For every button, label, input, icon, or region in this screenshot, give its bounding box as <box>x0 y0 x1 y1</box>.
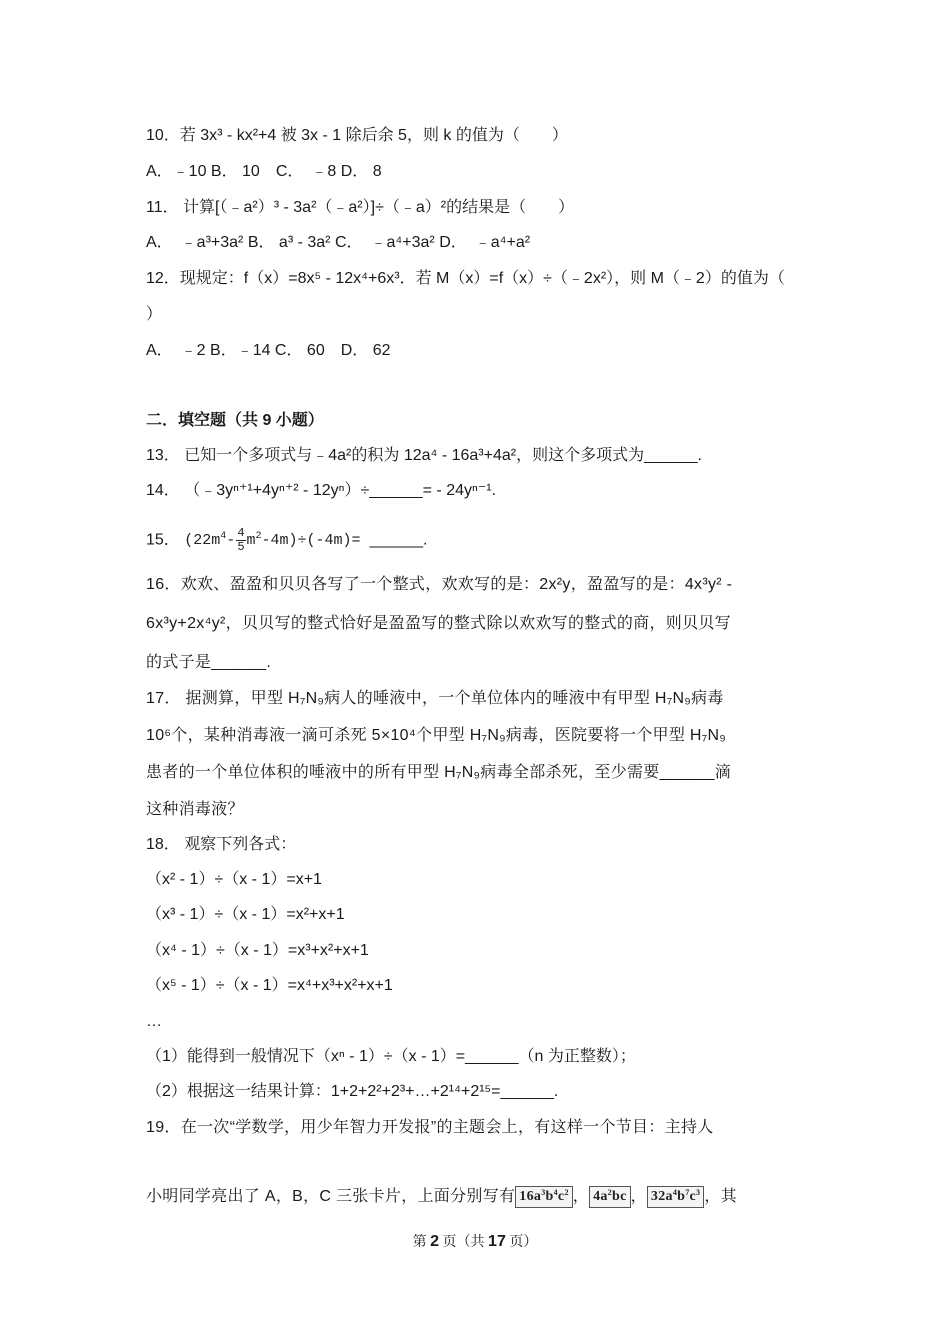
q10-stem: 10．若 3x³ - kx²+4 被 3x - 1 除后余 5，则 k 的值为（ ） <box>146 127 568 144</box>
q18-ellipsis: … <box>146 1013 162 1030</box>
q18-part-2: （2）根据这一结果计算：1+2+2²+2³+…+2¹⁴+2¹⁵=______. <box>146 1083 559 1100</box>
q13-text: 13． 已知一个多项式与﹣4a²的积为 12a⁴ - 16a³+4a²，则这个多项式为______. <box>146 447 702 464</box>
q17-line2: 10⁶个，某种消毒液一滴可杀死 5×10⁴个甲型 H₇N₉病毒，医院要将一个甲型 H₇N₉ <box>146 727 727 744</box>
q15-blank: ______ <box>369 531 423 549</box>
q15-expression: ($22m^4-$ $\frac{4}{5}$ $m^2-4m)\div(-4m)=$ <box>184 526 361 554</box>
q10-options: A．﹣10 B． 10 C． ﹣8 D． 8 <box>146 163 382 180</box>
q11-stem: 11． 计算[（﹣a²）³ - 3a²（﹣a²）]÷（﹣a）²的结果是（ ） <box>146 199 575 216</box>
q11-options: A． ﹣a³+3a² B． a³ - 3a² C． ﹣a⁴+3a² D． ﹣a⁴+a² <box>146 234 531 251</box>
q15-number: 15． <box>146 531 180 549</box>
q18-equation-2: （x³ - 1）÷（x - 1）=x²+x+1 <box>146 906 345 923</box>
q18-part-1: （1）能得到一般情况下（xⁿ - 1）÷（x - 1）=______（n 为正整数）； <box>146 1048 636 1065</box>
q14-text: 14． （﹣3yⁿ⁺¹+4yⁿ⁺² - 12yⁿ）÷______= - 24yⁿ⁻¹. <box>146 482 497 499</box>
card-a: $16a^3b^4c^2$ <box>515 1186 572 1208</box>
q18-equation-1: （x² - 1）÷（x - 1）=x+1 <box>146 871 322 888</box>
q18-equation-4: （x⁵ - 1）÷（x - 1）=x⁴+x³+x²+x+1 <box>146 977 393 994</box>
page-number: 2 <box>430 1233 440 1250</box>
q18-stem: 18． 观察下列各式： <box>146 836 297 853</box>
q16-line3: 的式子是______. <box>146 654 272 671</box>
q17-line3: 患者的一个单位体积的唾液中的所有甲型 H₇N₉病毒全部杀死，至少需要______滴 <box>146 764 732 781</box>
q12-stem: 12．现规定：f（x）=8x⁵ - 12x⁴+6x³．若 M（x）=f（x）÷（﹣2x²），则 M（﹣2）的值为（ <box>146 270 785 287</box>
section-heading: 二．填空题（共 9 小题） <box>146 412 324 429</box>
card-b: $4a^2bc$ <box>589 1186 631 1208</box>
q12-stem-continued: ） <box>146 306 163 323</box>
q17-line4: 这种消毒液？ <box>146 801 244 818</box>
page-total: 17 <box>488 1233 506 1250</box>
q18-equation-3: （x⁴ - 1）÷（x - 1）=x³+x²+x+1 <box>146 942 369 959</box>
q17-line1: 17． 据测算，甲型 H₇N₉病人的唾液中，一个单位体内的唾液中有甲型 H₇N₉病毒 <box>146 690 724 707</box>
q16-line1: 16．欢欢、盈盈和贝贝各写了一个整式，欢欢写的是：2x²y，盈盈写的是：4x³y² - <box>146 576 733 593</box>
card-c: $32a^4b^7c^3$ <box>647 1186 704 1208</box>
q12-options: A． ﹣2 B．﹣14 C． 60 D． 62 <box>146 342 391 359</box>
page-footer: 第 2 页（共 17 页） <box>412 1233 538 1250</box>
q19-line2: 小明同学亮出了 A，B，C 三张卡片，上面分别写有 $16a^3b^4c^2$ ， $4a^2bc$ ， $32a^4b^7c^3$ ，其 <box>146 1185 737 1209</box>
q16-line2: 6x³y+2x⁴y²，贝贝写的整式恰好是盈盈写的整式除以欢欢写的整式的商，则贝贝写 <box>146 615 731 632</box>
q15-line: 15． ($22m^4-$ $\frac{4}{5}$ $m^2-4m)\div(-4m)=$ ______. <box>146 526 428 554</box>
fraction: $\frac{4}{5}$ <box>237 526 245 554</box>
q19-line1: 19．在一次“学数学，用少年智力开发报”的主题会上，有这样一个节目：主持人 <box>146 1119 714 1136</box>
